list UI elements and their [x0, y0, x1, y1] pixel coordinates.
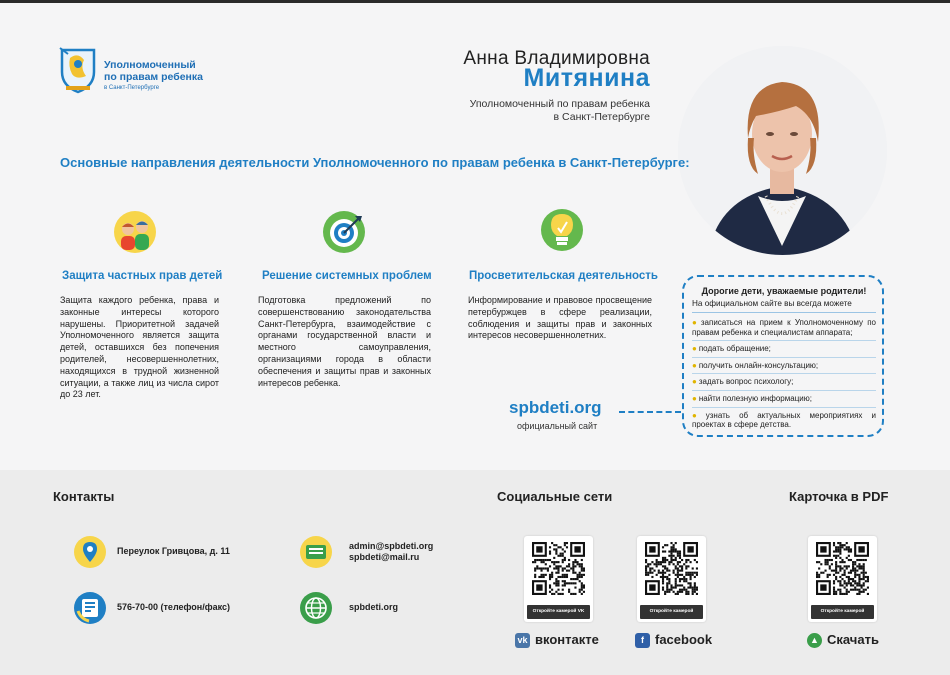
logo-emblem-icon — [56, 44, 100, 94]
bullet-icon: ● — [692, 344, 697, 354]
location-pin-icon — [73, 535, 107, 569]
contact-phone: 576-70-00 (телефон/факс) — [117, 602, 231, 612]
lightbulb-icon — [540, 208, 584, 252]
contact-address: Переулок Гривцова, д. 11 — [117, 546, 230, 556]
parents-info-box — [682, 275, 884, 437]
vk-qr-label: Откройте камерой VK — [527, 605, 590, 619]
facebook-label: facebook — [655, 632, 713, 647]
list-item: ● подать обращение; — [692, 344, 876, 358]
logo-line-2: по правам ребенка — [104, 71, 203, 83]
download-label: Скачать — [827, 632, 879, 647]
facebook-qr-label: Откройте камерой — [640, 605, 703, 619]
target-icon — [322, 210, 366, 254]
ombudsman-logo[interactable] — [56, 44, 216, 96]
pdf-qr-label: Откройте камерой — [811, 605, 874, 619]
card-title-private-rights: Защита частных прав детей — [62, 270, 223, 282]
card-text-private-rights: Защита каждого ребенка, права и законные интересы которого нарушены. Приоритетной задачей Уполномоченного является защита детей, оставшихся без попечения родителей, несовершеннолетних, находящихся в трудной жизненной ситуации, а также лиц из числа сирот до 23 лет. — [60, 295, 219, 400]
social-title: Социальные сети — [497, 489, 613, 504]
official-site-link[interactable]: spbdeti.org — [509, 398, 602, 417]
vk-label: вконтакте — [535, 632, 599, 647]
bullet-icon: ● — [692, 360, 697, 370]
bullet-icon: ● — [692, 393, 697, 403]
list-item: ● узнать об актуальных мероприятиях и проектах в сфере детства. — [692, 410, 876, 430]
download-icon: ▲ — [807, 633, 822, 648]
contacts-title: Контакты — [53, 489, 115, 504]
qr-code-icon — [645, 542, 698, 595]
portrait-photo — [678, 46, 887, 255]
facebook-qr-card[interactable] — [637, 536, 706, 622]
qr-code-icon — [532, 542, 585, 595]
vk-icon: vk — [515, 633, 530, 648]
section-title: Основные направления деятельности Уполномоченного по правам ребенка в Санкт-Петербурге: — [60, 155, 690, 170]
person-role-line-1: Уполномоченный по правам ребенка — [469, 98, 650, 110]
children-icon — [113, 210, 157, 254]
bullet-icon: ● — [692, 318, 699, 327]
logo-line-3: в Санкт-Петербурге — [104, 85, 160, 91]
list-item: ● записаться на прием к Уполномоченному по правам ребенка и специалистам аппарата; — [692, 318, 876, 341]
contact-email-1[interactable]: admin@spbdeti.org — [349, 541, 434, 551]
list-item: ● получить онлайн-консультацию; — [692, 361, 876, 375]
card-text-system-problems: Подготовка предложений по совершенствованию законодательства Санкт-Петербурга, взаимодействие с органами государственной власти и местного самоуправления, организациями города в области обеспечения и защиты прав и законных интересов ребенка. — [258, 295, 431, 388]
vk-qr-card[interactable] — [524, 536, 593, 622]
card-title-education: Просветительская деятельность — [469, 270, 659, 282]
contact-website[interactable]: spbdeti.org — [349, 602, 398, 612]
person-role-line-2: в Санкт-Петербурге — [553, 111, 650, 123]
contact-email-2[interactable]: spbdeti@mail.ru — [349, 552, 420, 562]
card-text-education: Информирование и правовое просвещение петербуржцев в сфере реализации, соблюдения и защиты прав и законных интересов несовершеннолетних. — [468, 295, 652, 341]
bullet-icon: ● — [692, 377, 697, 387]
pdf-qr-card[interactable] — [808, 536, 877, 622]
card-title-system-problems: Решение системных проблем — [262, 270, 432, 282]
qr-code-icon — [816, 542, 869, 595]
list-item: ● найти полезную информацию; — [692, 394, 876, 408]
person-first-name: Анна Владимировна — [463, 48, 650, 69]
facebook-icon: f — [635, 633, 650, 648]
person-last-name: Митянина — [523, 64, 650, 92]
phone-icon — [73, 591, 107, 625]
connector-dashed-line — [619, 411, 681, 413]
email-icon — [299, 535, 333, 569]
official-site-caption: официальный сайт — [517, 421, 598, 431]
parents-box-title: Дорогие дети, уважаемые родители! — [701, 286, 867, 296]
parents-box-intro: На официальном сайте вы всегда можете — [692, 299, 876, 313]
list-item: ● задать вопрос психологу; — [692, 377, 876, 391]
bullet-icon: ● — [692, 410, 704, 420]
globe-icon — [299, 591, 333, 625]
logo-line-1: Уполномоченный — [104, 59, 196, 71]
parents-box-list — [692, 318, 876, 433]
pdf-title: Карточка в PDF — [789, 489, 889, 504]
